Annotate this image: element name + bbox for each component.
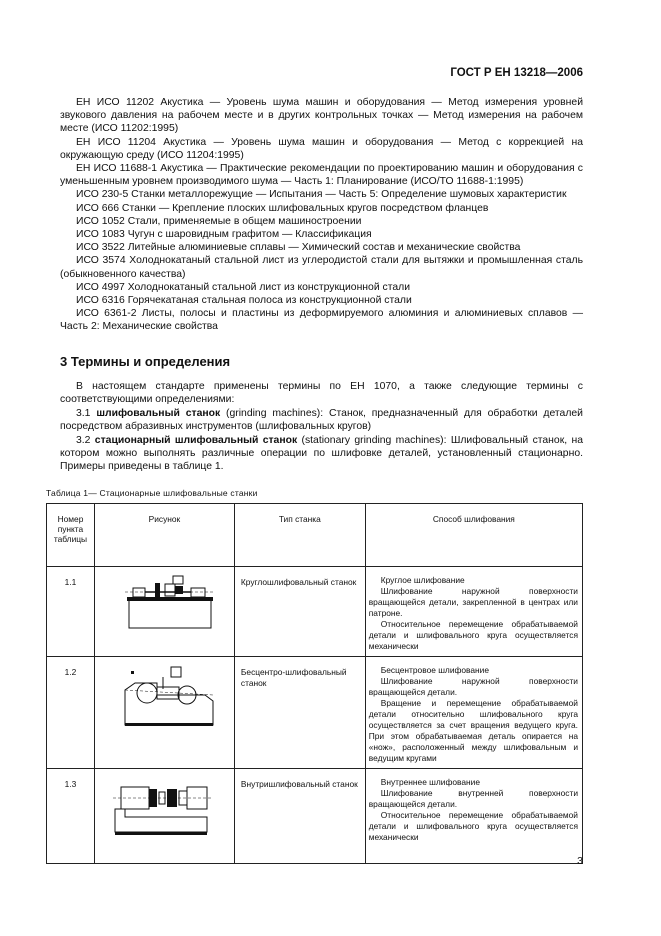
table-row (47, 769, 583, 864)
method-text: Шлифование наружной поверхности вращающейся детали, закрепленной в центрах или патроне. (368, 586, 578, 618)
term-name: шлифовальный станок (96, 407, 221, 419)
method-text: Шлифование внутренней поверхности вращающейся детали. (368, 788, 578, 809)
term-text: (stationary grinding machines): Шлифовальный станок, на котором можно выполнять различные операции по шлифовке деталей, установленный стационарно. Примеры приведены в таблице 1. (60, 434, 583, 473)
table-caption: Таблица 1— Стационарные шлифовальные станки (46, 488, 258, 498)
reference-item: ЕН ИСО 11688-1 Акустика — Практические рекомендации по проектированию машин и оборудования с уменьшенным уровнем производимого шума — Часть 1: Планирование (ИСО/ТО 11688-1:1995) (60, 163, 583, 188)
grinding-machines-table (46, 503, 583, 864)
reference-item: ИСО 3522 Литейные алюминиевые сплавы — Химический состав и механические свойства (76, 242, 521, 254)
intro-paragraph: В настоящем стандарте применены термины по ЕН 1070, а также следующие термины с соответствующими определениями: (60, 381, 583, 406)
table-header-row (47, 504, 583, 567)
row-number: 1.1 (47, 567, 95, 657)
reference-item: ИСО 4997 Холоднокатаный стальной лист из конструкционной стали (76, 281, 410, 293)
reference-item: ИСО 1083 Чугун с шаровидным графитом — Классификация (76, 229, 372, 241)
terms-section (60, 380, 583, 474)
term-definition (60, 434, 583, 474)
reference-item: ИСО 6316 Горячекатаная стальная полоса из конструкционной стали (76, 295, 412, 307)
method-text: Шлифование наружной поверхности вращающейся детали. (368, 676, 578, 697)
grinding-method (365, 567, 582, 657)
row-number: 1.3 (47, 769, 95, 864)
document-header: ГОСТ Р ЕН 13218—2006 (450, 67, 583, 79)
figure-cell (94, 769, 234, 864)
method-text: Относительное перемещение обрабатываемой детали и шлифовального круга осуществляется механически (368, 619, 578, 651)
term-number: 3.2 (76, 434, 91, 446)
header-grinding-method: Способ шлифования (365, 504, 582, 567)
method-text: Вращение и перемещение обрабатываемой детали относительно шлифовального круга осуществляется за счет вращения ведущего круга. При этом обрабатываемая деталь опирается на «нож», расположенный между шлифовальным и ведущим кругами (368, 698, 578, 763)
reference-item: ИСО 230-5 Станки металлорежущие — Испытания — Часть 5: Определение шумовых характеристик (76, 189, 567, 201)
method-title: Бесцентровое шлифование (380, 665, 490, 675)
cylindrical-grinder-figure (95, 575, 233, 635)
method-text: Относительное перемещение обрабатываемой детали и шлифовального круга осуществляется механически (368, 810, 578, 842)
machine-type: Бесцентро-шлифовальный станок (234, 657, 365, 769)
page-number: 3 (577, 855, 583, 867)
reference-item: ЕН ИСО 11204 Акустика — Уровень шума машин и оборудования — Метод с коррекцией на окружающую среду (ИСО 11204:1995) (60, 136, 583, 161)
header-number: Номер пункта таблицы (47, 504, 95, 567)
reference-item: ИСО 3574 Холоднокатаный стальной лист из углеродистой стали для вытяжки и промышленная сталь (обыкновенного качества) (60, 255, 583, 280)
figure-cell (94, 567, 234, 657)
machine-type: Внутришлифовальный станок (234, 769, 365, 864)
reference-item: ЕН ИСО 11202 Акустика — Уровень шума машин и оборудования — Метод измерения уровней звукового давления на рабочем месте и в других контрольных точках — Метод измерения на рабочем месте (ИСО 11202:1995) (60, 97, 583, 135)
method-title: Внутреннее шлифование (380, 777, 480, 787)
grinding-method (365, 769, 582, 864)
row-number: 1.2 (47, 657, 95, 769)
reference-item: ИСО 6361-2 Листы, полосы и пластины из деформируемого алюминия и алюминиевых сплавов — Часть 2: Механические свойства (60, 308, 583, 333)
header-figure: Рисунок (94, 504, 234, 567)
normative-references (60, 96, 583, 334)
method-title: Круглое шлифование (380, 575, 465, 585)
machine-type: Круглошлифовальный станок (234, 567, 365, 657)
grinding-method (365, 657, 582, 769)
internal-grinder-figure (95, 777, 233, 847)
table-row (47, 567, 583, 657)
figure-cell (94, 657, 234, 769)
section-heading: 3 Термины и определения (60, 354, 231, 369)
header-machine-type: Тип станка (234, 504, 365, 567)
reference-item: ИСО 1052 Стали, применяемые в общем машиностроении (76, 215, 362, 227)
term-name: стационарный шлифовальный станок (94, 434, 298, 446)
reference-item: ИСО 666 Станки — Крепление плоских шлифовальных кругов посредством фланцев (76, 202, 489, 214)
term-definition (60, 407, 583, 434)
centerless-grinder-figure (95, 665, 233, 735)
term-number: 3.1 (76, 407, 91, 419)
table-row (47, 657, 583, 769)
term-text: (grinding machines): Станок, предназначенный для обработки деталей посредством абразивных инструментов (шлифовальных кругов) (60, 407, 583, 433)
